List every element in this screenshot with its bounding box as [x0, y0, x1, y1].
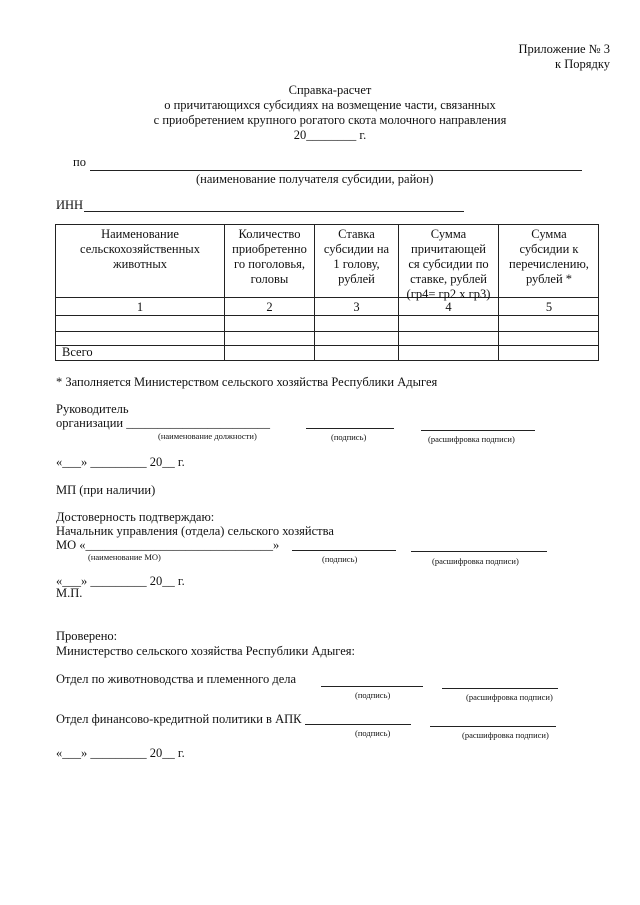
dept2-signature-field[interactable]	[305, 724, 411, 725]
col-number-4: 4	[445, 300, 452, 314]
dept2-signature-caption: (подпись)	[355, 728, 391, 738]
confirm-decode-caption: (расшифровка подписи)	[432, 556, 519, 566]
dept1-decode-caption: (расшифровка подписи)	[466, 692, 553, 702]
header-quantity: Количество приобретенно го поголовья, головы	[232, 227, 307, 286]
checked-ministry: Министерство сельского хозяйства Республики Адыгея:	[56, 644, 355, 658]
head-signature-field[interactable]	[306, 428, 394, 429]
inn-label: ИНН	[56, 198, 84, 212]
col-number-2: 2	[266, 300, 273, 314]
doc-year: 20________ г.	[293, 128, 367, 142]
dept1-decode-field[interactable]	[442, 688, 558, 689]
doc-subtitle-1: о причитающихся субсидиях на возмещение части, связанных	[164, 98, 496, 112]
checked-label: Проверено:	[56, 629, 118, 643]
header-animals: Наименование сельскохозяйственных животных	[80, 227, 200, 271]
confirm-signature-caption: (подпись)	[322, 554, 358, 564]
dept1-label: Отдел по животноводства и племенного дела	[56, 672, 297, 686]
appendix-number: Приложение № 3	[518, 42, 610, 56]
header-rate: Ставка субсидии на 1 голову, рублей	[323, 227, 390, 286]
dept2-label: Отдел финансово-кредитной политики в АПК	[56, 712, 302, 726]
confirm-mp: М.П.	[56, 586, 83, 600]
recipient-prefix: по	[73, 155, 86, 169]
header-amount-due: Сумма причитающей ся субсидии по ставке, рублей (гр4= гр2 х гр3)	[406, 227, 491, 301]
confirm-mo-caption: (наименование МО)	[88, 552, 161, 562]
dept1-signature-caption: (подпись)	[355, 690, 391, 700]
appendix-ref: к Порядку	[555, 57, 610, 71]
head-org-line: организации _______________________	[56, 416, 270, 430]
col-number-5: 5	[545, 300, 553, 314]
col-number-1: 1	[136, 300, 144, 314]
head-date: «___» _________ 20__ г.	[56, 455, 185, 469]
dept2-decode-field[interactable]	[430, 726, 556, 727]
dept2-decode-caption: (расшифровка подписи)	[462, 730, 549, 740]
header-amount-transfer: Сумма субсидии к перечислению, рублей *	[509, 227, 589, 286]
head-decode-field[interactable]	[421, 430, 535, 431]
dept1-signature-field[interactable]	[321, 686, 423, 687]
footnote: * Заполняется Министерством сельского хозяйства Республики Адыгея	[56, 375, 438, 389]
checked-date: «___» _________ 20__ г.	[56, 746, 185, 760]
head-label: Руководитель	[56, 402, 129, 416]
recipient-caption: (наименование получателя субсидии, район)	[196, 172, 434, 186]
recipient-field[interactable]	[90, 170, 582, 171]
total-label: Всего	[62, 345, 93, 359]
head-decode-caption: (расшифровка подписи)	[428, 434, 515, 444]
confirm-mo-line: МО «______________________________»	[56, 538, 280, 552]
col-number-3: 3	[353, 300, 360, 314]
confirm-signature-field[interactable]	[292, 550, 396, 551]
confirm-label: Достоверность подтверждаю:	[56, 510, 215, 524]
confirm-date: «___» _________ 20__ г.	[56, 574, 185, 588]
confirm-decode-field[interactable]	[411, 551, 547, 552]
head-signature-caption: (подпись)	[331, 432, 367, 442]
doc-title: Справка-расчет	[288, 83, 372, 97]
inn-field[interactable]	[84, 211, 464, 212]
doc-subtitle-2: с приобретением крупного рогатого скота молочного направления	[153, 113, 507, 127]
confirm-position: Начальник управления (отдела) сельского хозяйства	[56, 524, 334, 538]
stamp-label: МП (при наличии)	[56, 483, 156, 497]
subsidy-table	[55, 224, 599, 361]
head-position-caption: (наименование должности)	[158, 431, 257, 441]
